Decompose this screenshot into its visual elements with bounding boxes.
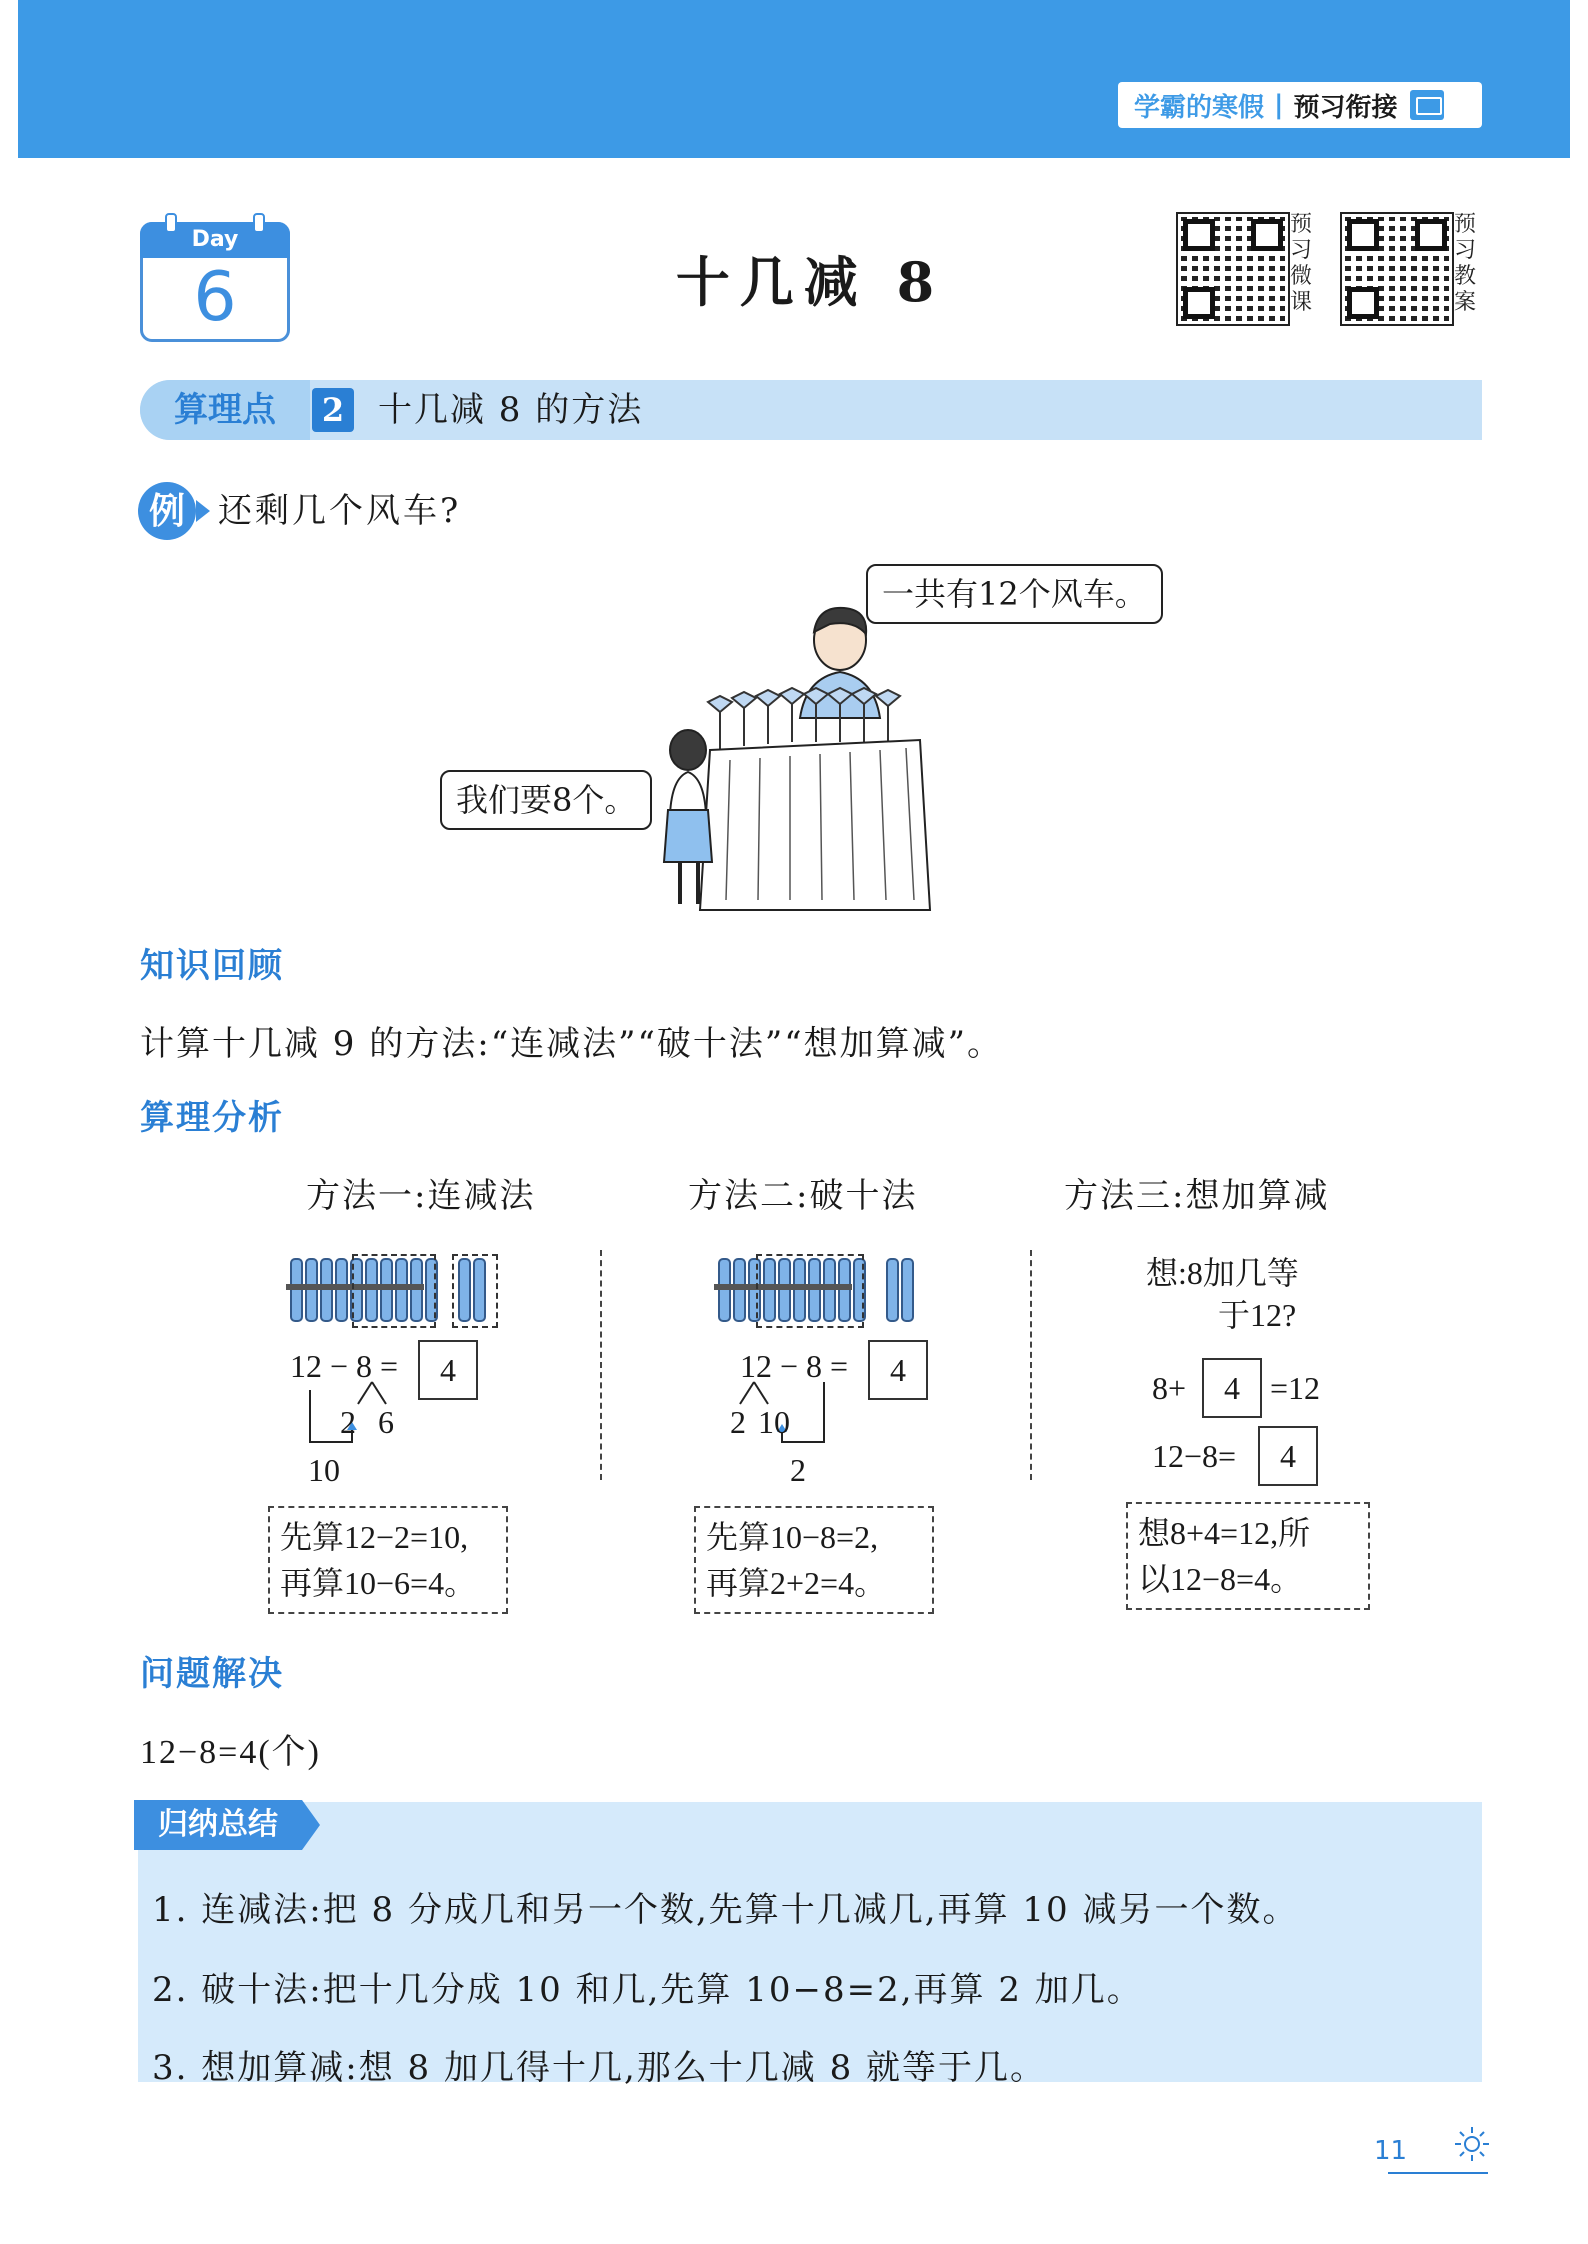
method-divider: [600, 1250, 602, 1480]
qr-label-lesson-plan: [1454, 212, 1482, 316]
method-one-note: [268, 1506, 508, 1614]
method-divider: [1030, 1250, 1032, 1480]
method-one-split-b: 6: [378, 1404, 394, 1440]
method-two-title: 方法二:破十法: [688, 1176, 918, 1216]
qr-label-char: 案: [1454, 290, 1477, 315]
qr-label-micro-lesson: [1290, 212, 1318, 316]
table-figure: [700, 740, 930, 910]
loose-sticks: [886, 1258, 914, 1322]
method-three-add-answer-box: 4: [1202, 1358, 1262, 1418]
method-three-note: [1126, 1502, 1370, 1610]
speech-bubble-girl: 我们要8个。: [440, 770, 652, 830]
method-three-think-line2: 于12?: [1218, 1297, 1297, 1333]
pinwheel-table-illustration: [640, 600, 940, 920]
series-brand: [1118, 82, 1482, 128]
sun-icon: [1452, 2124, 1492, 2164]
page-number: 11: [1374, 2136, 1408, 2166]
qr-label-char: 习: [1454, 238, 1477, 263]
qr-finder-icon: [1415, 219, 1447, 251]
qr-label-char: 习: [1290, 238, 1313, 263]
counting-stick: [335, 1258, 348, 1322]
method-three-add-left: 8+: [1152, 1370, 1187, 1406]
method-three-think-line1: 想:8加几等: [1146, 1255, 1299, 1291]
counting-stick: [733, 1258, 746, 1322]
counting-stick: [305, 1258, 318, 1322]
solution-heading: 问题解决: [140, 1654, 284, 1694]
summary-tag: 归纳总结: [134, 1800, 302, 1850]
analysis-heading: 算理分析: [140, 1098, 284, 1138]
method-one-equation: 12 − 8 =: [290, 1348, 399, 1384]
counting-stick: [290, 1258, 303, 1322]
method-two-equation: 12 − 8 =: [740, 1348, 849, 1384]
qr-label-char: 微: [1290, 264, 1313, 289]
day-label: Day: [140, 222, 290, 258]
qr-label-char: 教: [1454, 264, 1477, 289]
note-line: 想8+4=12,所: [1138, 1515, 1311, 1551]
method-two-intermediate: 2: [790, 1452, 806, 1488]
calendar-ring-icon: [253, 213, 265, 233]
method-two-note: [694, 1506, 934, 1614]
qr-label-char: 课: [1290, 290, 1313, 315]
method-two-answer-box: 4: [868, 1340, 928, 1400]
note-line: 以12−8=4。: [1138, 1561, 1303, 1597]
method-two-split-a: 2: [730, 1404, 746, 1440]
counting-stick: [886, 1258, 899, 1322]
counting-stick: [320, 1258, 333, 1322]
note-line: 先算10−8=2,: [706, 1519, 879, 1555]
crossed-out-group: [756, 1254, 864, 1328]
qr-finder-icon: [1183, 287, 1215, 319]
qr-label-char: 预: [1454, 212, 1477, 237]
method-three-sub-left: 12−8=: [1152, 1438, 1237, 1474]
counting-stick: [901, 1258, 914, 1322]
calendar-ring-icon: [165, 213, 177, 233]
page-title: 十几减 8: [675, 250, 945, 314]
summary-line-1: 1. 连减法:把 8 分成几和另一个数,先算十几减几,再算 10 减另一个数。: [152, 1890, 1299, 1930]
method-three-sub-answer-box: 4: [1258, 1426, 1318, 1486]
note-line: 再算2+2=4。: [706, 1565, 887, 1601]
crossed-out-group: [452, 1254, 498, 1328]
method-three-title: 方法三:想加算减: [1064, 1176, 1330, 1216]
method-two-split-b: 10: [758, 1404, 790, 1440]
book-icon: [1410, 90, 1444, 120]
solution-text: 12−8=4(个): [140, 1734, 321, 1771]
qr-finder-icon: [1183, 219, 1215, 251]
method-one-intermediate: 10: [308, 1452, 340, 1488]
brand-right: 预习衔接: [1293, 92, 1398, 123]
qr-code-lesson-plan[interactable]: [1342, 214, 1452, 324]
qr-finder-icon: [1347, 287, 1379, 319]
example-question: 还剩几个风车?: [218, 491, 462, 531]
summary-line-2: 2. 破十法:把十几分成 10 和几,先算 10−8=2,再算 2 加几。: [152, 1970, 1143, 2010]
example-badge: 例: [138, 482, 196, 540]
qr-label-char: 预: [1290, 212, 1313, 237]
page-number-rule: [1388, 2172, 1488, 2174]
summary-line-3: 3. 想加算减:想 8 加几得十几,那么十几减 8 就等于几。: [152, 2048, 1047, 2088]
knowledge-point-tag: 算理点: [140, 380, 310, 440]
example-arrow-icon: [196, 500, 210, 522]
qr-finder-icon: [1347, 219, 1379, 251]
speech-bubble-teacher: 一共有12个风车。: [866, 564, 1163, 624]
method-one-answer-box: 4: [418, 1340, 478, 1400]
note-line: 再算10−6=4。: [280, 1565, 477, 1601]
method-one-title: 方法一:连减法: [306, 1176, 536, 1216]
day-calendar-badge: [140, 222, 290, 342]
note-line: 先算12−2=10,: [280, 1519, 469, 1555]
knowledge-point-number: 2: [312, 388, 354, 432]
review-heading: 知识回顾: [140, 946, 284, 986]
review-text: 计算十几减 9 的方法:“连减法”“破十法”“想加算减”。: [140, 1024, 1003, 1064]
crossed-out-group: [352, 1254, 436, 1328]
qr-code-micro-lesson[interactable]: [1178, 214, 1288, 324]
knowledge-point-title: 十几减 8 的方法: [378, 390, 644, 430]
brand-left: 学霸的寒假: [1134, 92, 1265, 123]
qr-finder-icon: [1251, 219, 1283, 251]
header-band: [18, 0, 1570, 158]
day-number: 6: [193, 258, 237, 337]
method-one-split-a: 2: [340, 1404, 356, 1440]
brand-separator: |: [1274, 90, 1284, 120]
method-three-add-right: =12: [1270, 1370, 1321, 1406]
counting-stick: [718, 1258, 731, 1322]
